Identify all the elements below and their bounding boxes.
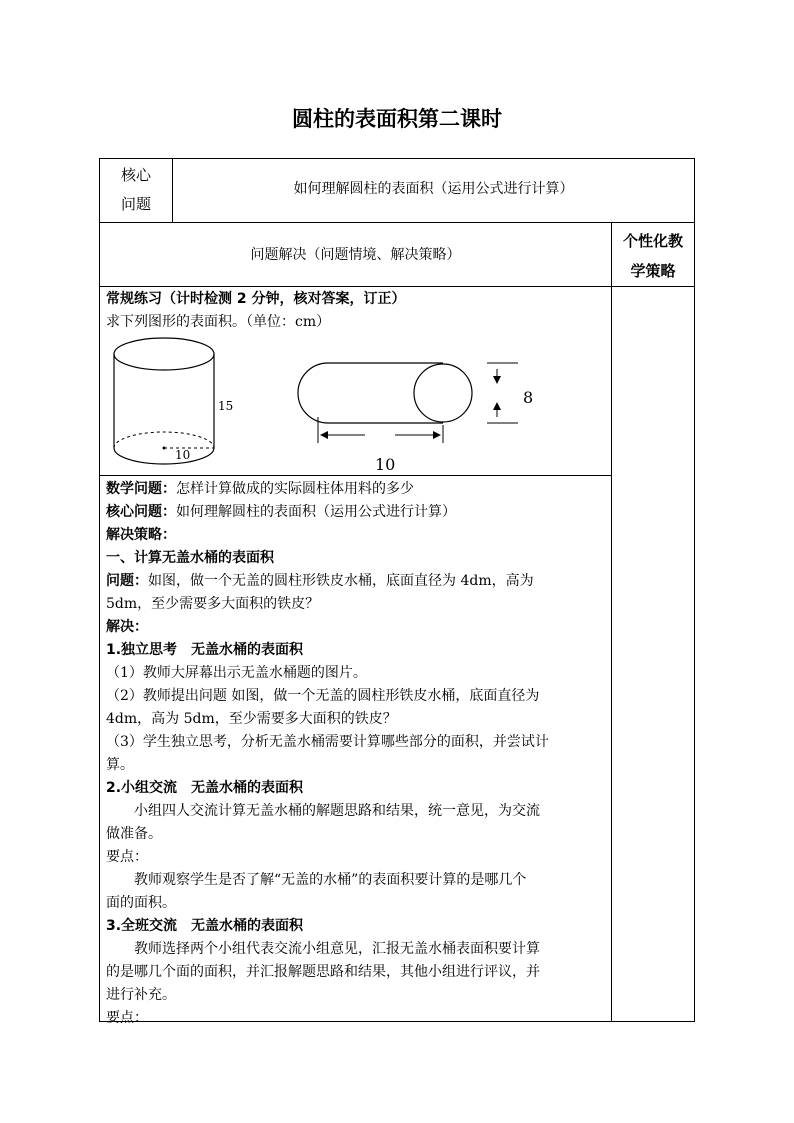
solving-header: 问题解决（问题情境、解决策略）	[250, 247, 461, 263]
math-problem-label: 数学问题：	[106, 481, 176, 497]
cylinder-bottom-front	[114, 448, 214, 464]
step-2-heading: 2.小组交流 无盖水桶的表面积	[106, 780, 304, 796]
problem-text-cont: 5dm，至少需要多大面积的铁皮？	[106, 596, 320, 612]
step-2-point-text: 教师观察学生是否了解“无盖的水桶”的表面积要计算的是哪几个	[134, 872, 527, 888]
cylinder-top-ellipse	[114, 338, 214, 370]
cylinder-center-point	[163, 447, 166, 450]
problem-label: 问题：	[106, 573, 148, 589]
step-2-points-label: 要点：	[106, 849, 148, 865]
step-3-text-cont: 的是哪几个面的面积，并汇报解题思路和结果，其他小组进行评议，并	[106, 964, 540, 980]
lying-cylinder-right-face	[414, 364, 472, 422]
core-question-label: 核心 问题	[120, 166, 151, 213]
fig2-diameter-label: 8	[523, 388, 534, 407]
step-1-heading: 1.独立思考 无盖水桶的表面积	[106, 642, 304, 658]
step-2-point-text-cont: 面的面积。	[106, 895, 176, 911]
step-3-text: 教师选择两个小组代表交流小组意见，汇报无盖水桶表面积要计算	[134, 941, 540, 957]
problem-text: 如图，做一个无盖的圆柱形铁皮水桶，底面直径为 4dm，高为	[148, 573, 534, 589]
solution-label: 解决：	[106, 619, 148, 635]
lesson-body	[106, 478, 606, 1030]
step-1-item-3: （3）学生独立思考，分析无盖水桶需要计算哪些部分的面积，并尝试计	[106, 734, 549, 750]
page-title: 圆柱的表面积第二课时	[292, 107, 502, 131]
step-1-item-3-cont: 算。	[106, 757, 134, 773]
step-3-points-label: 要点：	[106, 1010, 148, 1026]
step-3-heading: 3.全班交流 无盖水桶的表面积	[106, 918, 304, 934]
strategy-header: 个性化教 学策略	[622, 232, 683, 280]
lying-cylinder-left-cap	[298, 363, 328, 423]
figure-lying-cylinder	[285, 355, 534, 475]
practice-block	[106, 288, 606, 334]
figure-standing-cylinder	[105, 335, 255, 475]
fig2-length-label: 10	[375, 455, 396, 474]
cylinder-bottom-back	[114, 432, 214, 448]
fig1-height-label: 15	[218, 399, 234, 413]
fig1-diameter-label: 10	[175, 448, 191, 462]
core-question-text: 如何理解圆柱的表面积（运用公式进行计算）	[293, 181, 574, 197]
step-3-text-cont-2: 进行补充。	[106, 987, 176, 1003]
lying-cylinder-sides	[328, 363, 443, 423]
section-1-heading: 一、计算无盖水桶的表面积	[106, 550, 274, 566]
step-2-text-cont: 做准备。	[106, 826, 162, 842]
core-problem-label: 核心问题：	[106, 504, 176, 520]
step-2-text: 小组四人交流计算无盖水桶的解题思路和结果，统一意见，为交流	[134, 803, 540, 819]
practice-heading: 常规练习（计时检测 2 分钟，核对答案，订正）	[106, 291, 406, 307]
step-1-item-1: （1）教师大屏幕出示无盖水桶题的图片。	[106, 665, 367, 681]
step-1-item-2-cont: 4dm，高为 5dm，至少需要多大面积的铁皮？	[106, 711, 397, 727]
math-problem-text: 怎样计算做成的实际圆柱体用料的多少	[176, 481, 414, 497]
strategy-label: 解决策略：	[106, 527, 176, 543]
step-1-item-2: （2）教师提出问题 如图，做一个无盖的圆柱形铁皮水桶，底面直径为	[106, 688, 540, 704]
core-problem-text: 如何理解圆柱的表面积（运用公式进行计算）	[176, 504, 456, 520]
practice-instruction: 求下列图形的表面积。（单位：cm）	[106, 314, 331, 330]
